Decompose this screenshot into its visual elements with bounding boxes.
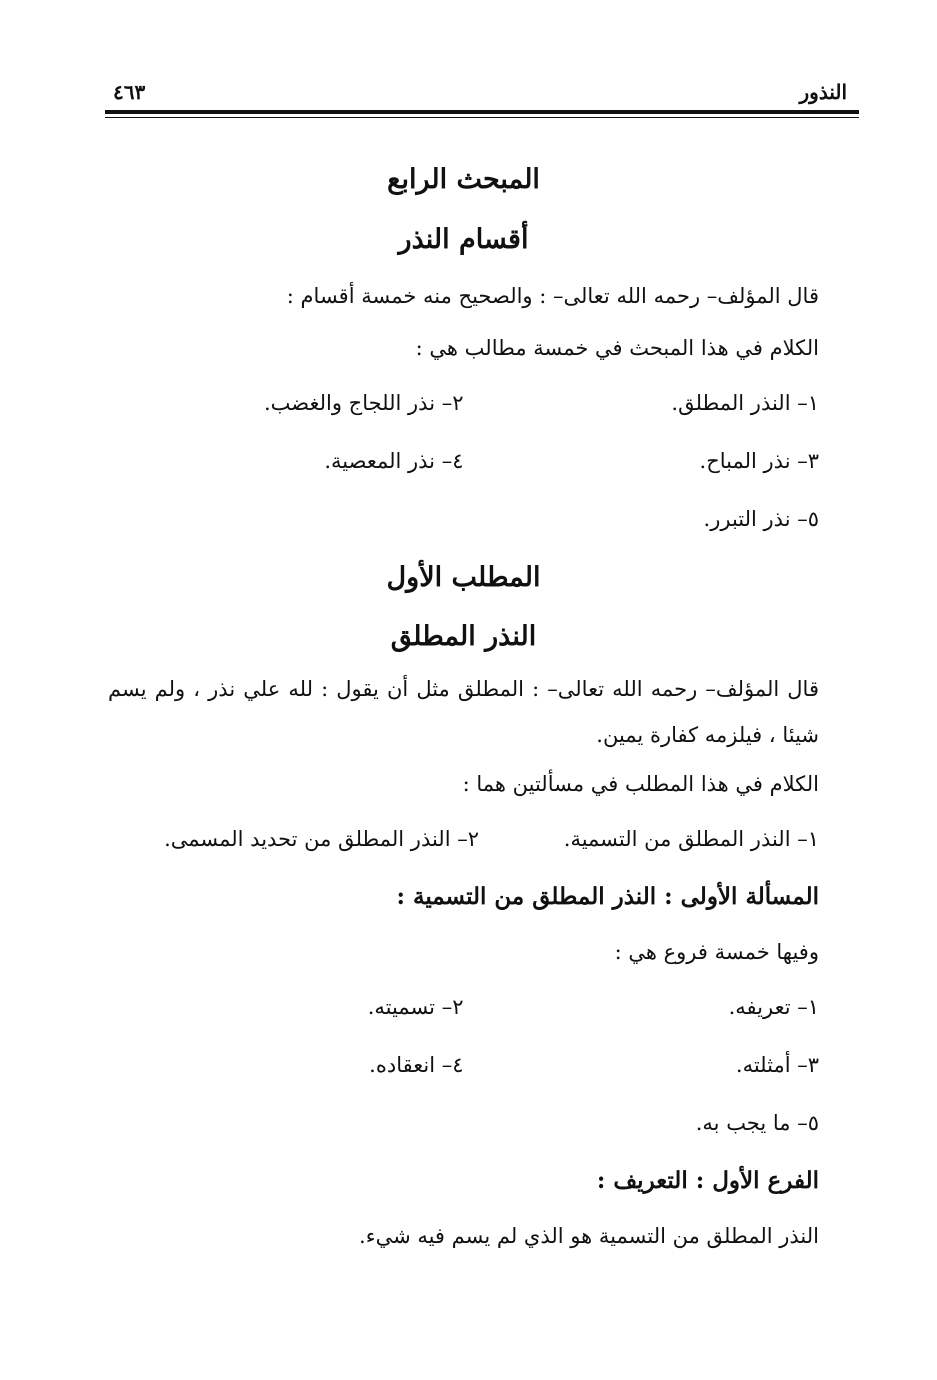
header-rule-thick [105, 110, 859, 114]
intro-list-lead: الكلام في هذا المبحث في خمسة مطالب هي : [415, 336, 819, 360]
list-item: ٢– نذر اللجاج والغضب. [263, 391, 464, 415]
page-body [108, 150, 819, 1262]
matlab-subtitle: النذر المطلق [390, 621, 537, 652]
list-item: ٤– نذر المعصية. [324, 449, 464, 473]
far-title: الفرع الأول : التعريف : [596, 1167, 819, 1194]
list-item: ٢– النذر المطلق من تحديد المسمى. [164, 827, 479, 851]
list-item: ٥– ما يجب به. [695, 1111, 819, 1135]
furu-list-row-2 [108, 1036, 819, 1094]
section-subtitle: أقسام النذر [398, 224, 529, 255]
list-item: ٢– تسميته. [367, 995, 464, 1019]
matlab-quote: قال المؤلف– رحمه الله تعالى– : المطلق مثل أن يقول : لله علي نذر ، ولم يسم شيئا ، فيلزمه كفارة يمين. [108, 677, 819, 747]
header-rule-thin [105, 117, 859, 118]
definition-text: النذر المطلق من التسمية هو الذي لم يسم فيه شيء. [359, 1224, 819, 1248]
section-title: المبحث الرابع [387, 164, 540, 195]
intro-list-row-2 [108, 432, 819, 490]
running-header-chapter: النذور [799, 80, 847, 104]
mas-ala-title: المسألة الأولى : النذر المطلق من التسمية : [396, 883, 819, 910]
list-item: ١– تعريفه. [728, 995, 819, 1019]
list-item: ١– النذر المطلق من التسمية. [563, 827, 819, 851]
matlab-title: المطلب الأول [386, 562, 541, 593]
matlab-list-row [108, 810, 819, 868]
list-item: ٣– نذر المباح. [699, 449, 819, 473]
list-item: ٣– أمثلته. [735, 1053, 819, 1077]
list-item: ٤– انعقاده. [369, 1053, 464, 1077]
list-item: ١– النذر المطلق. [671, 391, 819, 415]
matlab-lead: الكلام في هذا المطلب في مسألتين هما : [462, 772, 819, 796]
intro-list-row-1 [108, 374, 819, 432]
page-number: ٤٦٣ [113, 80, 146, 104]
mas-ala-lead: وفيها خمسة فروع هي : [614, 940, 819, 964]
furu-list-row-3 [108, 1094, 819, 1152]
furu-list-row-1 [108, 978, 819, 1036]
intro-quote: قال المؤلف– رحمه الله تعالى– : والصحيح منه خمسة أقسام : [286, 284, 819, 308]
list-item: ٥– نذر التبرر. [703, 507, 819, 531]
intro-list-row-3 [108, 490, 819, 548]
